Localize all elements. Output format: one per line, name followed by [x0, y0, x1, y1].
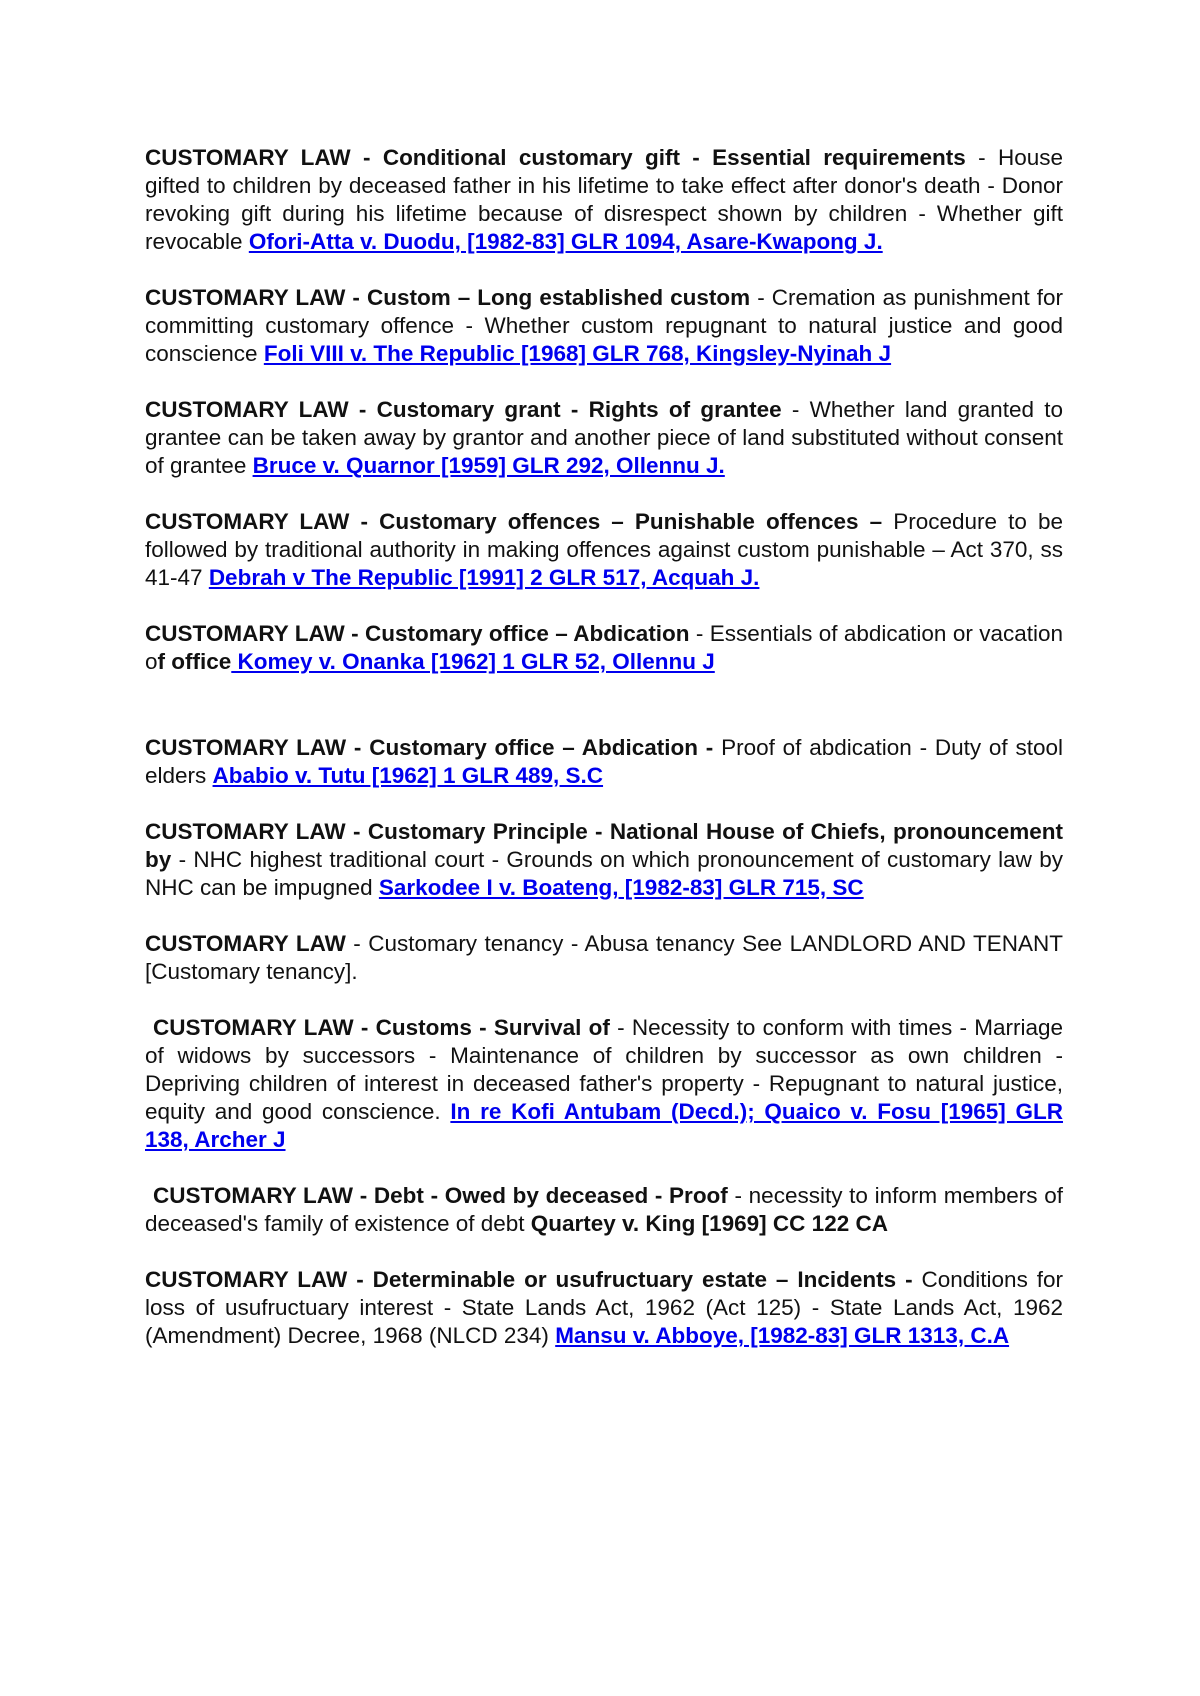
- entry-body: - Necessity to conform with times - Marriage of widows by successors - Maintenance of children by successor as own children - Depriving children of interest in deceased father's property - Repugnant to natural justice, equity and good conscience.: [145, 1015, 1063, 1124]
- entry-prefix: CUSTOMARY LAW: [145, 397, 349, 422]
- digest-entry: [145, 284, 1063, 368]
- entry-body: - NHC highest traditional court - Grounds on which pronouncement of customary law by NHC can be impugned: [145, 847, 1063, 900]
- digest-entry: [145, 734, 1063, 790]
- entry-body: - House gifted to children by deceased father in his lifetime to take effect after donor's death - Donor revoking gift during his lifetime because of disrespect shown by children - Whether gift revocable: [145, 145, 1063, 254]
- entry-prefix: CUSTOMARY LAW: [145, 735, 347, 760]
- case-citation-link[interactable]: Ofori-Atta v. Duodu, [1982-83] GLR 1094, Asare-Kwapong J.: [248, 229, 883, 254]
- entry-body: - Essentials of abdication or vacation o: [145, 621, 1064, 674]
- case-citation-link[interactable]: In re Kofi Antubam (Decd.); Quaico v. Fosu [1965] GLR 138, Archer J: [145, 1099, 1063, 1152]
- case-citation: Quartey v. King [1969] CC 122 CA: [530, 1211, 888, 1236]
- entry-prefix: CUSTOMARY LAW: [145, 1267, 348, 1292]
- entry-prefix: CUSTOMARY LAW: [153, 1015, 354, 1040]
- digest-entry: [145, 396, 1063, 480]
- entry-prefix: CUSTOMARY LAW: [153, 1183, 354, 1208]
- digest-entry: [145, 818, 1063, 902]
- entry-body: - Whether land granted to grantee can be taken away by grantor and another piece of land substituted without consent of grantee: [145, 397, 1063, 478]
- entry-body: Proof of abdication - Duty of stool elders: [145, 735, 1063, 788]
- case-citation-link[interactable]: Ababio v. Tutu [1962] 1 GLR 489, S.C: [212, 763, 604, 788]
- case-citation-link[interactable]: Komey v. Onanka [1962] 1 GLR 52, Ollennu J: [231, 649, 715, 674]
- digest-entry: [145, 930, 1063, 986]
- entry-heading: - Conditional customary gift - Essential requirements: [350, 145, 966, 170]
- entry-prefix: CUSTOMARY LAW: [145, 621, 345, 646]
- entry-body: Conditions for loss of usufructuary interest - State Lands Act, 1962 (Act 125) - State Lands Act, 1962 (Amendment) Decree, 1968 (NLCD 234): [145, 1267, 1064, 1348]
- document-page: [145, 144, 1063, 1378]
- digest-entry: [145, 1014, 1063, 1154]
- entry-prefix: CUSTOMARY LAW: [145, 819, 346, 844]
- entry-prefix: CUSTOMARY LAW: [145, 931, 346, 956]
- case-citation-link[interactable]: Debrah v The Republic [1991] 2 GLR 517, Acquah J.: [208, 565, 760, 590]
- digest-entry: [145, 620, 1063, 676]
- entry-heading: - Customary office – Abdication: [344, 621, 690, 646]
- digest-entry: [145, 508, 1063, 592]
- entry-heading: - Debt - Owed by deceased - Proof: [353, 1183, 728, 1208]
- entry-body: Procedure to be followed by traditional authority in making offences against custom punishable – Act 370, ss 41-47: [145, 509, 1063, 590]
- entry-heading: - Determinable or usufructuary estate – Incidents -: [347, 1267, 913, 1292]
- digest-entry: [145, 144, 1063, 256]
- case-citation-link[interactable]: Bruce v. Quarnor [1959] GLR 292, Ollennu J.: [252, 453, 725, 478]
- entry-body: - Cremation as punishment for committing customary offence - Whether custom repugnant to natural justice and good conscience: [145, 285, 1063, 366]
- entry-body: - Customary tenancy - Abusa tenancy See LANDLORD AND TENANT [Customary tenancy].: [145, 931, 1063, 984]
- entry-prefix: CUSTOMARY LAW: [145, 145, 351, 170]
- digest-entry: [145, 1266, 1063, 1350]
- case-citation-link[interactable]: Mansu v. Abboye, [1982-83] GLR 1313, C.A: [555, 1323, 1010, 1348]
- entry-body-bold: f office: [157, 649, 232, 674]
- entry-body: - necessity to inform members of deceased's family of existence of debt: [145, 1183, 1064, 1236]
- case-citation-link[interactable]: Foli VIII v. The Republic [1968] GLR 768, Kingsley-Nyinah J: [263, 341, 892, 366]
- entry-prefix: CUSTOMARY LAW: [145, 509, 350, 534]
- entry-heading: - Customary office – Abdication -: [346, 735, 714, 760]
- digest-entry: [145, 1182, 1063, 1238]
- entry-heading: - Customary grant - Rights of grantee: [348, 397, 782, 422]
- entry-heading: - Customary Principle - National House of Chiefs, pronouncement by: [145, 819, 1063, 872]
- case-citation-link[interactable]: Sarkodee I v. Boateng, [1982-83] GLR 715, SC: [378, 875, 864, 900]
- entry-heading: - Custom – Long established custom: [345, 285, 751, 310]
- entry-heading: - Customs - Survival of: [353, 1015, 610, 1040]
- entry-heading: - Customary offences – Punishable offences –: [349, 509, 883, 534]
- entry-prefix: CUSTOMARY LAW: [145, 285, 346, 310]
